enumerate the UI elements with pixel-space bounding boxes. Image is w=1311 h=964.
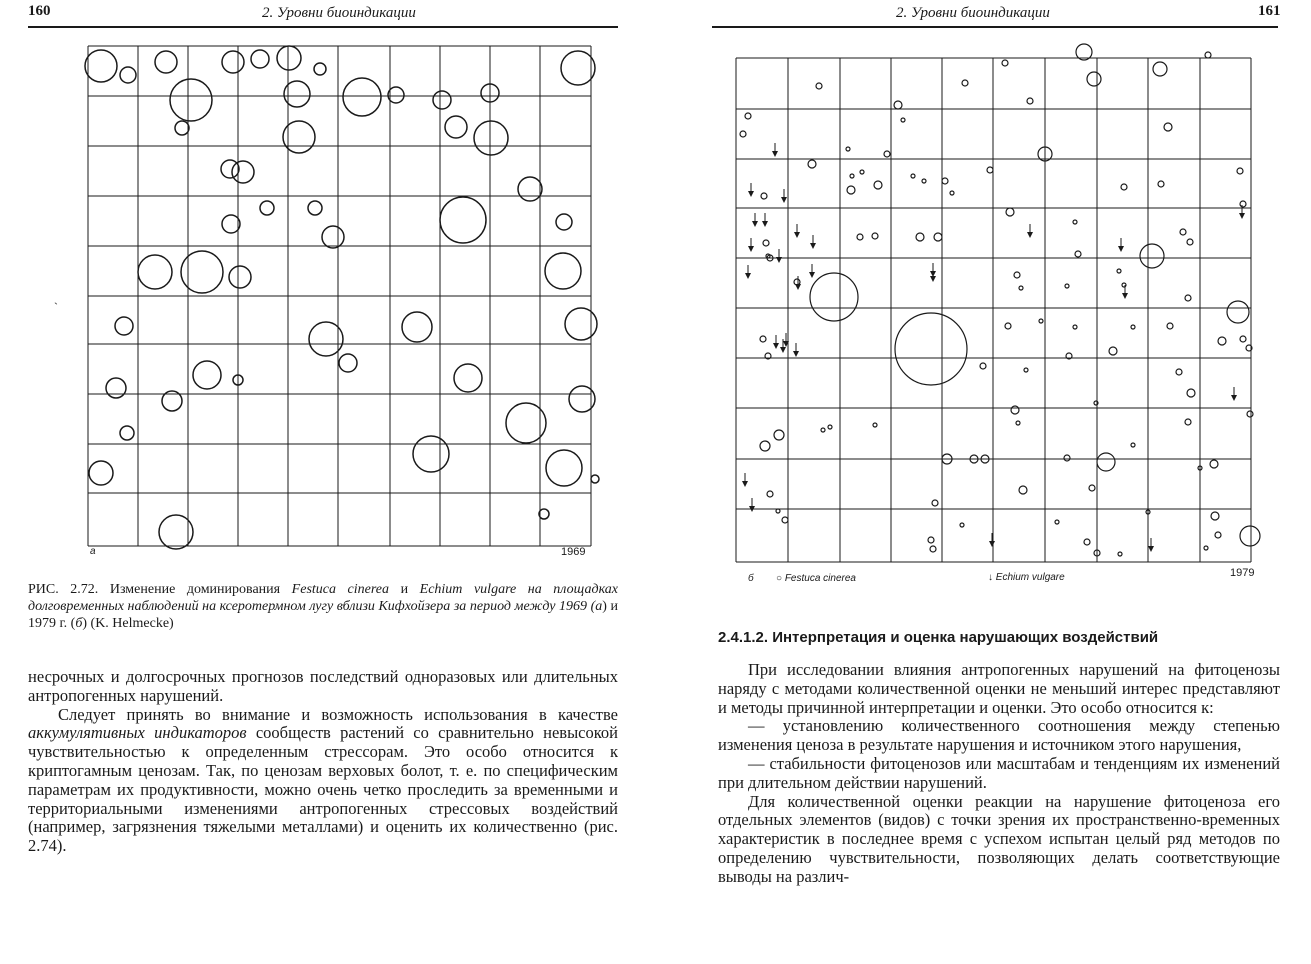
festuca-circle — [1187, 239, 1193, 245]
arrow-head — [772, 151, 778, 157]
running-head-left: 2. Уровни биоиндикации — [262, 5, 416, 21]
legend-arrow-icon: ↓ — [988, 572, 993, 583]
festuca-circle — [821, 428, 825, 432]
festuca-circle — [1073, 325, 1077, 329]
arrow-head — [795, 284, 801, 290]
festuca-circle — [932, 500, 938, 506]
festuca-circle — [1006, 208, 1014, 216]
festuca-circle — [1097, 453, 1115, 471]
body-text-left — [28, 668, 618, 856]
festuca-circle — [1019, 286, 1023, 290]
festuca-circle — [1094, 401, 1098, 405]
figure-a-year: 1969 — [561, 546, 586, 558]
festuca-circle — [1187, 389, 1195, 397]
echium-arrow — [794, 224, 800, 238]
festuca-circle — [1176, 369, 1182, 375]
festuca-circle — [767, 491, 773, 497]
festuca-circle — [745, 113, 751, 119]
festuca-circle — [816, 83, 822, 89]
festuca-circle — [911, 174, 915, 178]
arrow-head — [781, 197, 787, 203]
festuca-circle — [962, 80, 968, 86]
legend-festuca-label: Festuca cinerea — [784, 573, 856, 584]
festuca-circle — [895, 313, 967, 385]
page-number-left: 160 — [28, 3, 51, 19]
paragraph-left-2-emphasis: аккумулятивных индикаторов — [28, 723, 247, 743]
festuca-circle — [1109, 347, 1117, 355]
echium-arrow — [749, 498, 755, 512]
festuca-circle — [1211, 512, 1219, 520]
arrow-head — [1239, 213, 1245, 219]
legend-echium — [988, 572, 1065, 583]
arrow-head — [810, 243, 816, 249]
echium-arrow — [989, 533, 995, 547]
arrow-head — [776, 257, 782, 263]
festuca-circle — [740, 131, 746, 137]
arrow-head — [748, 191, 754, 197]
arrow-head — [1148, 546, 1154, 552]
echium-arrow — [772, 143, 778, 157]
festuca-circle — [857, 234, 863, 240]
festuca-circle — [810, 273, 858, 321]
festuca-circle — [1227, 301, 1249, 323]
festuca-circle — [1204, 546, 1208, 550]
arrow-head — [793, 351, 799, 357]
festuca-circle — [1087, 72, 1101, 86]
festuca-circle — [1180, 229, 1186, 235]
festuca-circle — [1016, 421, 1020, 425]
festuca-circle — [1084, 539, 1090, 545]
section-heading: 2.4.1.2. Интерпретация и оценка нарушающих воздействий — [718, 629, 1159, 646]
festuca-circle — [1005, 323, 1011, 329]
echium-arrow — [776, 249, 782, 263]
festuca-circle — [1075, 251, 1081, 257]
echium-arrow — [742, 473, 748, 487]
festuca-circle — [1011, 406, 1019, 414]
festuca-circle — [1210, 460, 1218, 468]
festuca-circle — [1131, 325, 1135, 329]
festuca-circle — [1039, 319, 1043, 323]
arrow-head — [762, 221, 768, 227]
festuca-circle — [873, 423, 877, 427]
festuca-circle — [1118, 552, 1122, 556]
festuca-circle — [828, 425, 832, 429]
festuca-circle — [916, 233, 924, 241]
caption-species-echium: Echium vulgare — [419, 582, 517, 597]
caption-tail: ) (K. Helmecke) — [82, 616, 174, 631]
festuca-circle — [1240, 526, 1260, 546]
festuca-circle — [1247, 411, 1253, 417]
arrow-head — [1118, 246, 1124, 252]
festuca-circle — [1167, 323, 1173, 329]
festuca-circle — [872, 233, 878, 239]
arrow-head — [794, 232, 800, 238]
figure-b-year: 1979 — [1230, 567, 1255, 579]
margin-mark: ˏ — [54, 291, 58, 305]
echium-arrow — [748, 183, 754, 197]
list-item-1: — установлению количественного соотношения между степенью изменения ценоза в результате нарушения и источником этого нарушения, — [718, 716, 1280, 755]
arrow-head — [748, 246, 754, 252]
caption-mid: ) и 1979 г. ( — [28, 599, 619, 631]
festuca-circle — [928, 537, 934, 543]
festuca-circle — [987, 167, 993, 173]
festuca-circle — [1164, 123, 1172, 131]
festuca-circle — [1205, 52, 1211, 58]
list-item-2: — стабильности фитоценозов или масштабам и тенденциям их изменений при длительном действии нарушений. — [718, 753, 1280, 792]
festuca-circle — [1019, 486, 1027, 494]
festuca-circle — [1117, 269, 1121, 273]
arrow-head — [809, 272, 815, 278]
festuca-circle — [846, 147, 850, 151]
caption-letter-b: б — [75, 616, 83, 631]
festuca-circle — [760, 441, 770, 451]
festuca-circle — [942, 178, 948, 184]
arrow-head — [773, 343, 779, 349]
festuca-circle — [960, 523, 964, 527]
festuca-circle — [980, 363, 986, 369]
paragraph-right-2: Для количественной оценки реакции на нарушение фитоценоза его отдельных элементов (видов) с точки зрения их пространственно-временных характеристик в последнее время с успехом испытан целый ряд методов по определению чувствительности, позволяющих делать соответствующие выводы на различ- — [718, 791, 1280, 886]
festuca-circle — [1089, 485, 1095, 491]
paragraph-left-2-before: Следует принять во внимание и возможность использования в качестве — [58, 704, 618, 724]
legend-festuca — [776, 573, 856, 584]
echium-arrow — [748, 238, 754, 252]
arrow-head — [780, 347, 786, 353]
festuca-circle — [1158, 181, 1164, 187]
festuca-circle — [934, 233, 942, 241]
caption-species-festuca: Festuca cinerea — [291, 582, 390, 597]
echium-arrow — [773, 335, 779, 349]
body-text-right — [718, 661, 1280, 887]
paragraph-right-1: При исследовании влияния антропогенных нарушений на фитоценозы наряду с методами количественной оценки не меньший интерес представляют и методы причинной интерпретации и оценки. Это особо относится к: — [718, 660, 1280, 717]
festuca-circle — [1002, 60, 1008, 66]
arrow-head — [742, 481, 748, 487]
festuca-circle — [1055, 520, 1059, 524]
festuca-circle — [1218, 337, 1226, 345]
paragraph-left-2-after: сообществ растений со сравнительно невысокой чувствительностью к определенным стрессорам. Это особо относится к криптогамным ценозам. Так, по ценозам верховых болот, т. е. по специфическим параметрам их продуктивности, можно очень четко проследить за временными и территориальными изменениями антропогенных стрессовых воздействий (например, загрязнения тяжелыми металлами) и оценить их количественно (рис. 2.74). — [28, 723, 618, 856]
festuca-circle — [1131, 443, 1135, 447]
figure-a-letter: а — [90, 546, 96, 557]
paragraph-left-2 — [28, 706, 618, 856]
festuca-circle — [808, 160, 816, 168]
echium-arrow — [762, 213, 768, 227]
paragraph-left-1: несрочных и долгосрочных прогнозов последствий одноразовых или длительных антропогенных нарушений. — [28, 667, 618, 705]
festuca-circle — [1185, 295, 1191, 301]
festuca-circle — [922, 179, 926, 183]
echium-arrow — [752, 213, 758, 227]
echium-arrow — [930, 263, 936, 277]
festuca-circle — [884, 151, 890, 157]
echium-arrow — [810, 235, 816, 249]
caption-and: и — [389, 582, 420, 597]
legend-echium-label: Echium vulgare — [995, 572, 1065, 583]
caption-letter-a: а — [595, 599, 603, 614]
festuca-circle — [1153, 62, 1167, 76]
running-head-right: 2. Уровни биоиндикации — [896, 5, 1050, 21]
festuca-circle — [1014, 272, 1020, 278]
festuca-circle — [1237, 168, 1243, 174]
festuca-circle — [894, 101, 902, 109]
festuca-circle — [1240, 201, 1246, 207]
festuca-circle — [1140, 244, 1164, 268]
arrow-head — [1231, 395, 1237, 401]
festuca-circle — [850, 174, 854, 178]
echium-arrow — [809, 264, 815, 278]
festuca-circle — [1215, 532, 1221, 538]
festuca-circle — [1065, 284, 1069, 288]
arrow-head — [1027, 232, 1033, 238]
echium-arrow — [1148, 538, 1154, 552]
festuca-circle — [1121, 184, 1127, 190]
festuca-circle — [760, 336, 766, 342]
festuca-circle — [874, 181, 882, 189]
echium-arrow — [1027, 224, 1033, 238]
caption-lead: РИС. 2.72. Изменение доминирования — [28, 582, 292, 597]
festuca-circle — [1240, 336, 1246, 342]
festuca-circle — [950, 191, 954, 195]
festuca-circle — [1073, 220, 1077, 224]
festuca-circle — [1064, 455, 1070, 461]
festuca-circle — [930, 546, 936, 552]
figure-b-letter: б — [748, 573, 754, 584]
festuca-circle — [1027, 98, 1033, 104]
festuca-circle — [761, 193, 767, 199]
festuca-circle — [763, 240, 769, 246]
caption-rest: на площадках долговременных наблюдений на ксеротермном лугу вблизи Кифхойзера за период между 1969 ( — [28, 582, 618, 614]
echium-arrow — [793, 343, 799, 357]
echium-arrow — [1118, 238, 1124, 252]
festuca-circle — [774, 430, 784, 440]
festuca-circle — [776, 509, 780, 513]
festuca-circle — [1185, 419, 1191, 425]
festuca-circle — [847, 186, 855, 194]
page-number-right: 161 — [1258, 3, 1281, 19]
arrow-head — [989, 541, 995, 547]
arrow-head — [752, 221, 758, 227]
legend-circle-icon: ○ — [776, 573, 783, 584]
echium-arrow — [745, 265, 751, 279]
festuca-circle — [901, 118, 905, 122]
arrow-head — [1122, 293, 1128, 299]
arrow-head — [745, 273, 751, 279]
festuca-circle — [860, 170, 864, 174]
festuca-circle — [1024, 368, 1028, 372]
echium-arrow — [1231, 387, 1237, 401]
echium-arrow — [781, 189, 787, 203]
festuca-circle — [782, 517, 788, 523]
